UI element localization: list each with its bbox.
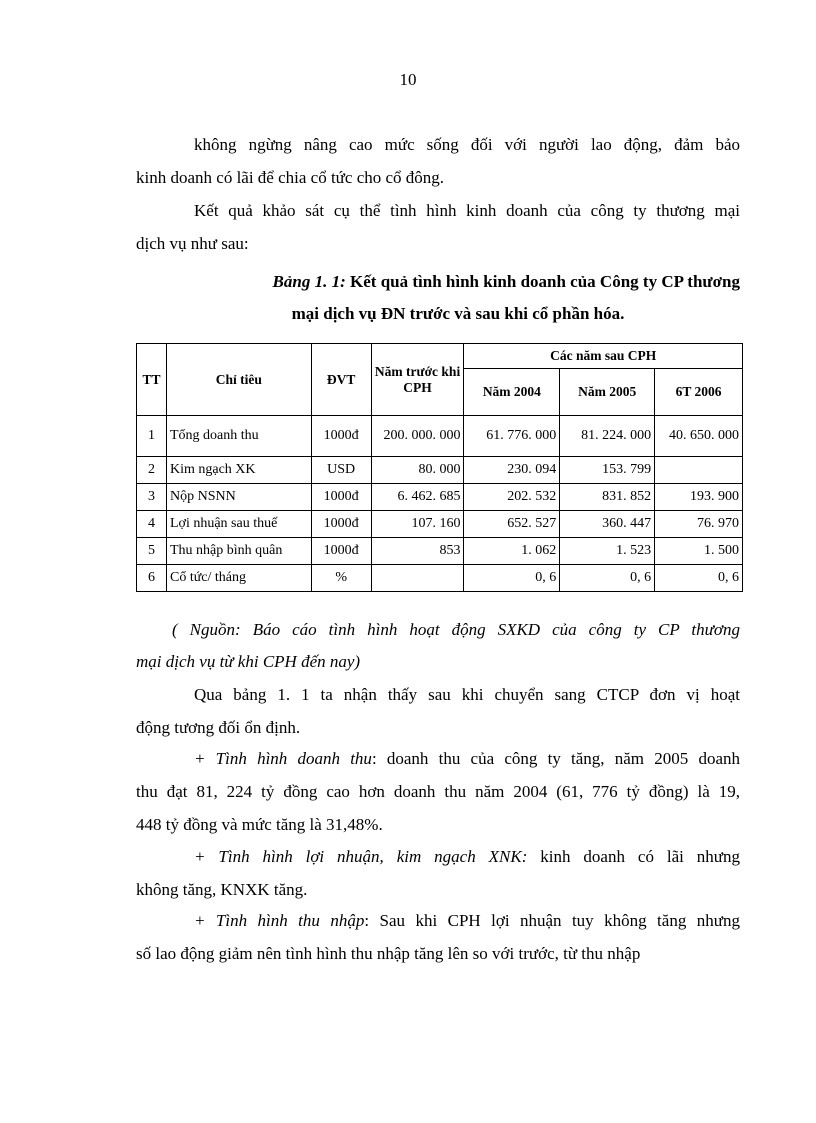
text-line xyxy=(136,840,740,873)
table-row xyxy=(137,484,743,511)
label-profit: + Tình hình lợi nhuận, kim ngạch XNK: xyxy=(194,847,528,866)
cell-2004: 61. 776. 000 xyxy=(464,416,560,457)
cell-2004: 202. 532 xyxy=(464,484,560,511)
page-number: 10 xyxy=(399,70,417,89)
paragraph-income xyxy=(136,904,740,970)
cell-2006: 193. 900 xyxy=(655,484,743,511)
text-line: không ngừng nâng cao mức sống đối với người lao động, đảm bảo xyxy=(194,135,740,154)
cell-before: 853 xyxy=(371,538,464,565)
text-line: dịch vụ như sau: xyxy=(136,234,249,253)
cell-indicator: Nộp NSNN xyxy=(166,484,311,511)
text-line xyxy=(136,904,740,937)
cell-unit: 1000đ xyxy=(311,484,371,511)
table-row xyxy=(137,511,743,538)
cell-2005: 0, 6 xyxy=(560,565,655,592)
cell-2005: 831. 852 xyxy=(560,484,655,511)
cell-indicator: Kim ngạch XK xyxy=(166,457,311,484)
cell-unit: 1000đ xyxy=(311,538,371,565)
cell-unit: % xyxy=(311,565,371,592)
paragraph-summary xyxy=(136,678,740,744)
label-income: + Tình hình thu nhập xyxy=(194,911,365,930)
paragraph-profit xyxy=(136,840,740,906)
cell-unit: 1000đ xyxy=(311,511,371,538)
cell-2006: 40. 650. 000 xyxy=(655,416,743,457)
header-2004: Năm 2004 xyxy=(464,369,560,416)
text-line: Qua bảng 1. 1 ta nhận thấy sau khi chuyển sang CTCP đơn vị hoạt xyxy=(194,685,740,704)
label-revenue: + Tình hình doanh thu xyxy=(194,749,372,768)
cell-2005: 1. 523 xyxy=(560,538,655,565)
cell-2005: 360. 447 xyxy=(560,511,655,538)
cell-2006 xyxy=(655,457,743,484)
text-line: không tăng, KNXK tăng. xyxy=(136,880,308,899)
cell-indicator: Tổng doanh thu xyxy=(166,416,311,457)
cell-before: 6. 462. 685 xyxy=(371,484,464,511)
cell-before: 200. 000. 000 xyxy=(371,416,464,457)
cell-2006: 1. 500 xyxy=(655,538,743,565)
cell-2006: 0, 6 xyxy=(655,565,743,592)
text-line xyxy=(136,742,740,775)
cell-indicator: Lợi nhuận sau thuế xyxy=(166,511,311,538)
cell-2004: 0, 6 xyxy=(464,565,560,592)
header-after-group: Các năm sau CPH xyxy=(464,344,743,369)
cell-2004: 652. 527 xyxy=(464,511,560,538)
header-2006: 6T 2006 xyxy=(655,369,743,416)
text-line: Kết quả khảo sát cụ thể tình hình kinh doanh của công ty thương mại xyxy=(194,201,740,220)
cell-2004: 230. 094 xyxy=(464,457,560,484)
cell-indicator: Thu nhập bình quân xyxy=(166,538,311,565)
cell-indicator: Cổ tức/ tháng xyxy=(166,565,311,592)
header-row xyxy=(137,344,743,369)
cell-before: 107. 160 xyxy=(371,511,464,538)
table-row xyxy=(137,457,743,484)
cell-2005: 81. 224. 000 xyxy=(560,416,655,457)
header-unit: ĐVT xyxy=(311,344,371,416)
intro-paragraph-1 xyxy=(136,128,740,194)
results-table xyxy=(136,343,743,592)
cell-2005: 153. 799 xyxy=(560,457,655,484)
cell-tt: 1 xyxy=(137,416,167,457)
header-indicator: Chỉ tiêu xyxy=(166,344,311,416)
cell-before xyxy=(371,565,464,592)
table-row xyxy=(137,538,743,565)
caption-line-2: mại dịch vụ ĐN trước và sau khi cổ phần hóa. xyxy=(291,304,625,323)
cell-2006: 76. 970 xyxy=(655,511,743,538)
text-fragment: : doanh thu của công ty tăng, năm 2005 doanh xyxy=(371,749,740,768)
cell-tt: 5 xyxy=(137,538,167,565)
table-row xyxy=(137,565,743,592)
cell-before: 80. 000 xyxy=(371,457,464,484)
cell-tt: 3 xyxy=(137,484,167,511)
cell-tt: 4 xyxy=(137,511,167,538)
source-line-1: ( Nguồn: Báo cáo tình hình hoạt động SXKD của công ty CP thương xyxy=(172,620,740,639)
cell-unit: 1000đ xyxy=(311,416,371,457)
table-row xyxy=(137,416,743,457)
header-before: Năm trước khi CPH xyxy=(371,344,464,416)
intro-paragraph-2 xyxy=(136,194,740,260)
cell-unit: USD xyxy=(311,457,371,484)
cell-tt: 2 xyxy=(137,457,167,484)
text-line: thu đạt 81, 224 tỷ đồng cao hơn doanh thu năm 2004 (61, 776 tỷ đồng) là 19, xyxy=(136,782,740,801)
text-line: 448 tỷ đồng và mức tăng là 31,48%. xyxy=(136,815,383,834)
caption-label: Bảng 1. 1: xyxy=(272,272,346,291)
text-fragment: kinh doanh có lãi nhưng xyxy=(527,847,740,866)
header-tt: TT xyxy=(137,344,167,416)
table-source xyxy=(136,614,740,678)
source-line-2: mại dịch vụ từ khi CPH đến nay) xyxy=(136,652,361,671)
text-line: số lao động giảm nên tình hình thu nhập tăng lên so với trước, từ thu nhập xyxy=(136,944,641,963)
text-line: động tương đối ổn định. xyxy=(136,718,301,737)
table-caption xyxy=(136,266,740,330)
cell-tt: 6 xyxy=(137,565,167,592)
text-fragment: : Sau khi CPH lợi nhuận tuy không tăng nhưng xyxy=(364,911,740,930)
cell-2004: 1. 062 xyxy=(464,538,560,565)
caption-line-1 xyxy=(136,266,740,298)
text-line: kinh doanh có lãi để chia cổ tức cho cổ đông. xyxy=(136,168,445,187)
paragraph-revenue xyxy=(136,742,740,841)
caption-text: Kết quả tình hình kinh doanh của Công ty CP thương xyxy=(345,272,740,291)
header-2005: Năm 2005 xyxy=(560,369,655,416)
